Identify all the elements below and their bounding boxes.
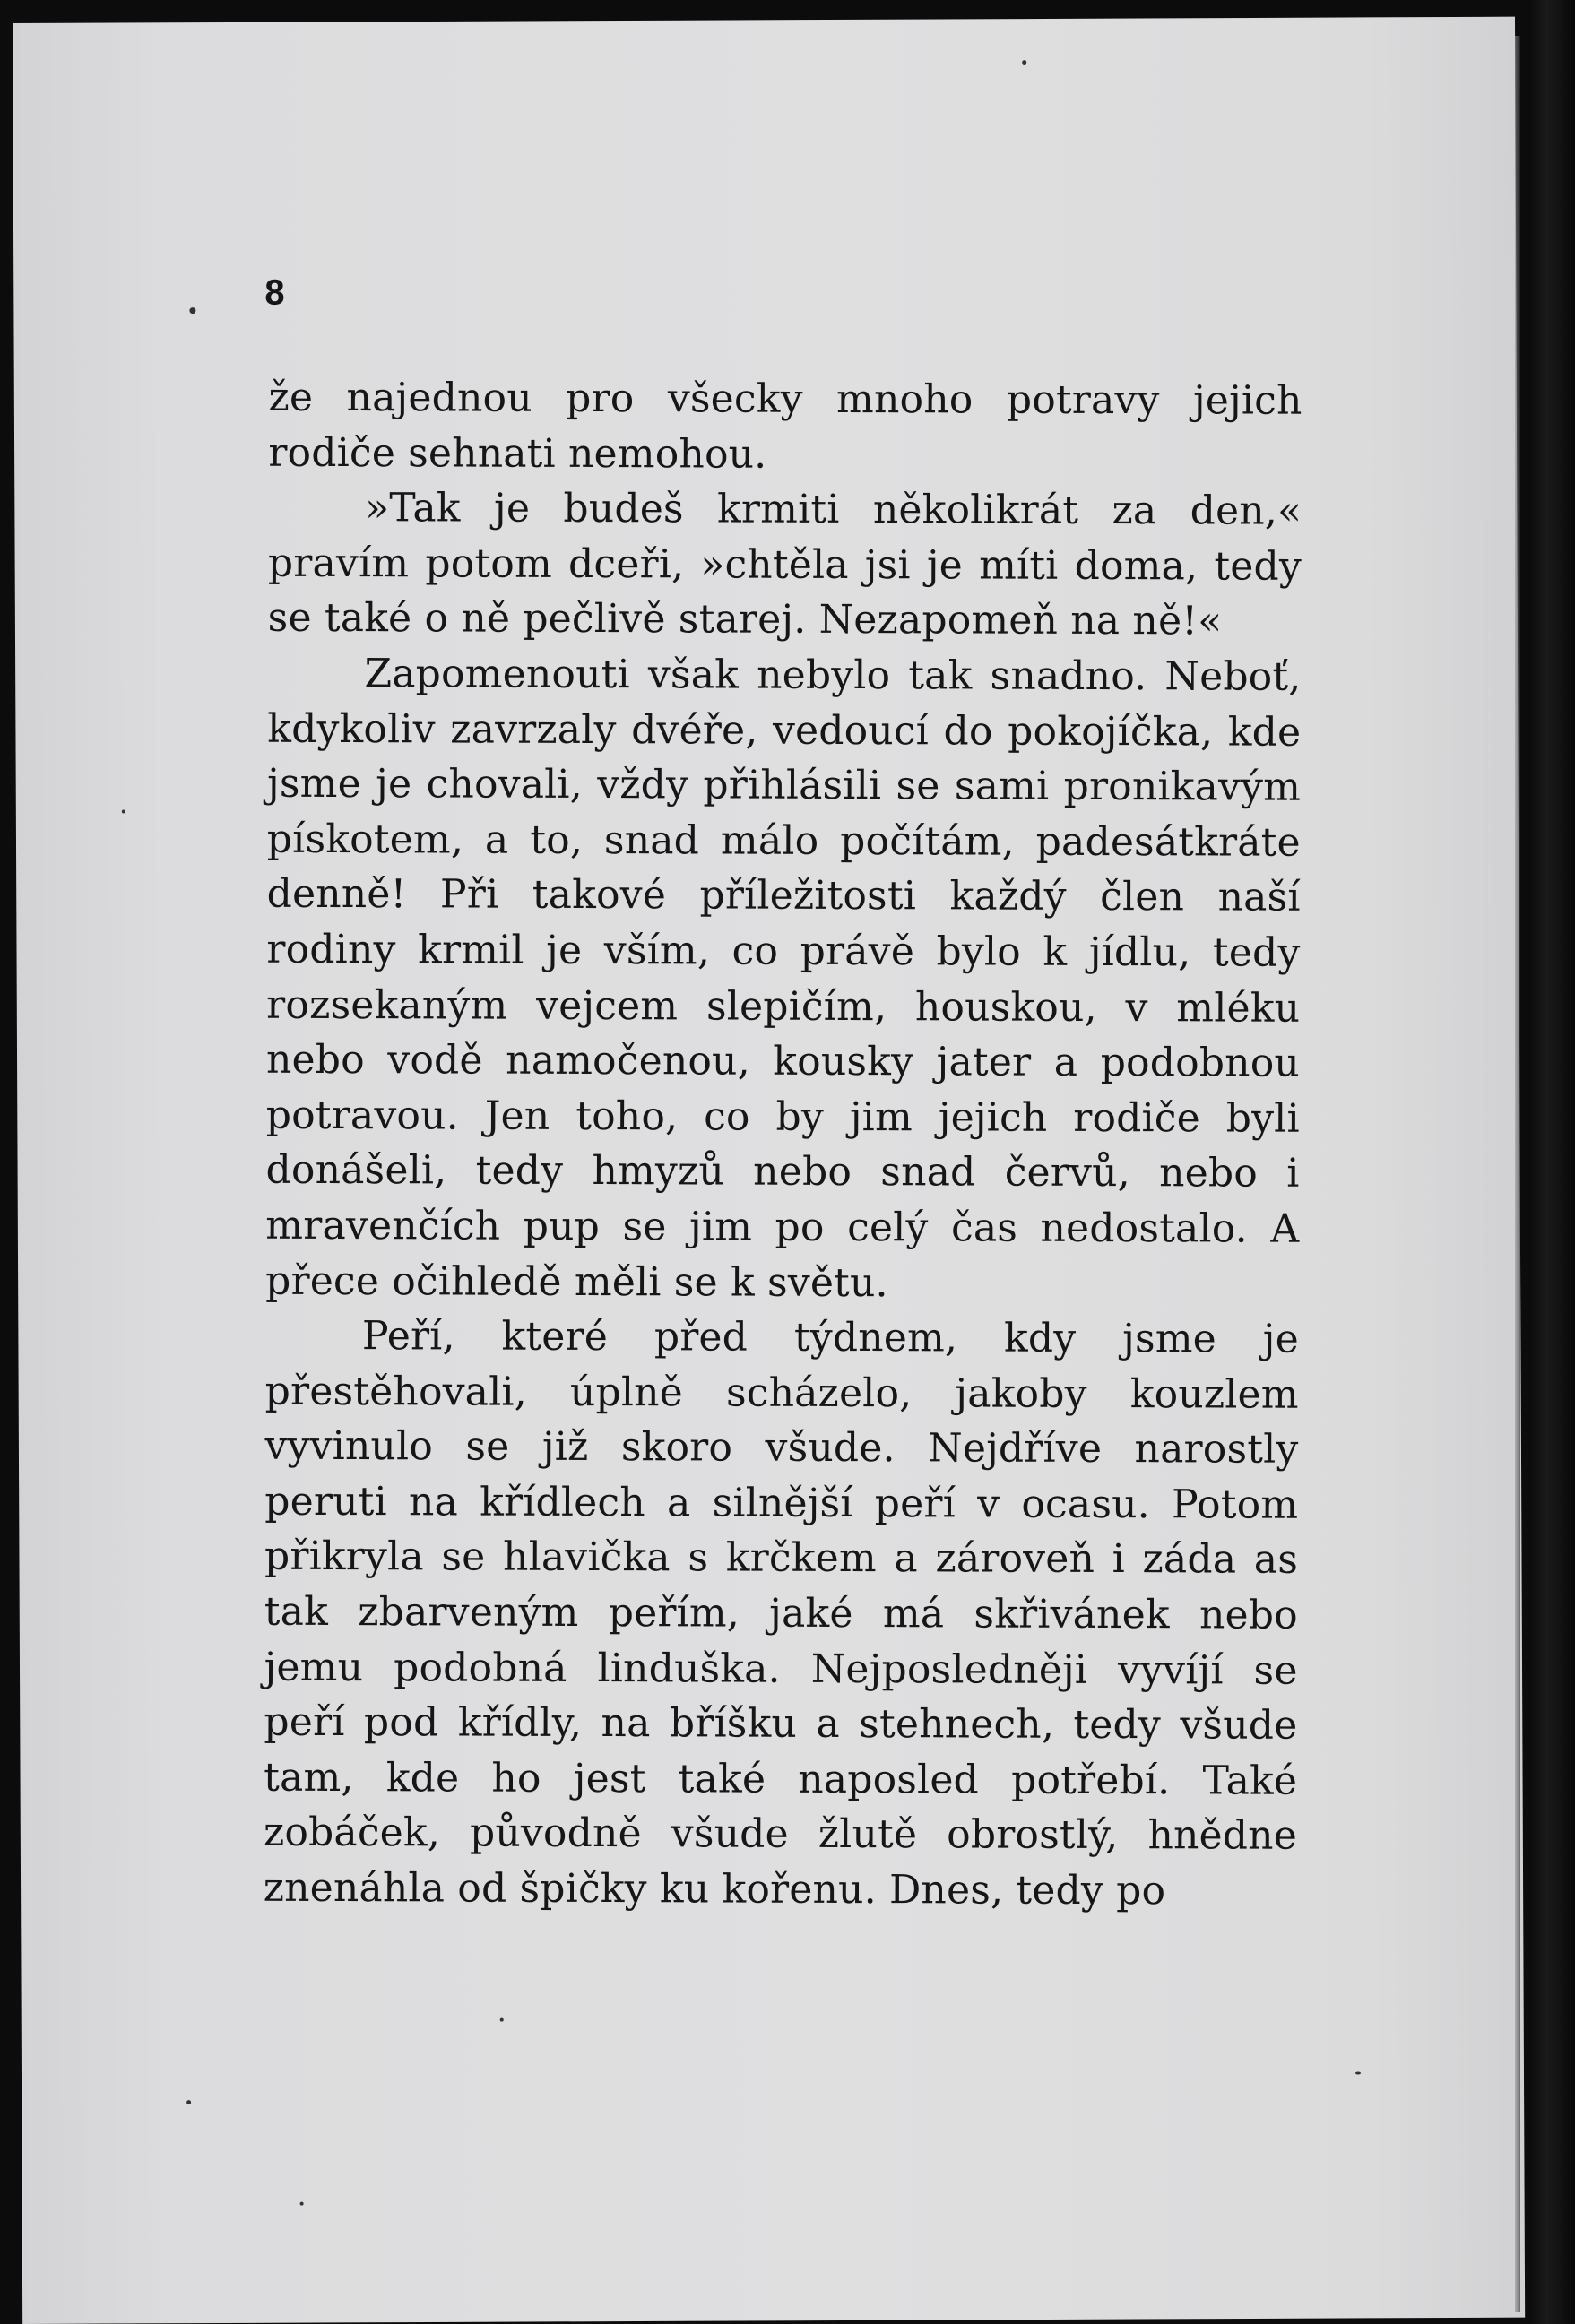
paragraph-2: »Tak je budeš krmiti několikrát za den,« pravím potom dceři, »chtěla jsi je míti doma, tedy se také o ně pečlivě starej. Nezapomeň na ně!« <box>267 485 1302 644</box>
scan-speck <box>500 2018 504 2022</box>
scan-speck <box>186 2100 191 2104</box>
paragraph-3: Zapomenouti však nebylo tak snadno. Neboť, kdykoliv zavrzaly dvéře, vedoucí do pokojíčka, kde jsme je chovali, vždy přihlásili se sami pronikavým pískotem, a to, snad málo počítám, padesátkráte denně! Při takové příležitosti každý člen naší rodiny krmil je vším, co právě bylo k jídlu, tedy rozsekaným vejcem slepičím, houskou, v mléku nebo vodě namočenou, kousky jater a podobnou potravou. Jen toho, co by jim jejich rodiče byli donášeli, tedy hmyzů nebo snad červů, nebo i mravenčích pup se jim po celý čas nedostalo. A přece očihledě měli se k světu. <box>265 651 1302 1306</box>
scan-speck <box>189 307 195 314</box>
book-gutter <box>1528 0 1575 2324</box>
page-number: 8 <box>264 272 285 313</box>
book-page <box>13 17 1525 2324</box>
scan-speck <box>1022 60 1026 65</box>
body-text <box>264 370 1302 1920</box>
paragraph-1: že najednou pro všecky mnoho potravy jejich rodiče sehnati nemohou. <box>268 374 1302 478</box>
scan-speck <box>122 809 125 813</box>
page-edge-shadow <box>1515 36 1520 2312</box>
scan-speck <box>300 2202 304 2206</box>
paragraph-4: Peří, které před týdnem, kdy jsme je přestěhovali, úplně scházelo, jakoby kouzlem vyvinulo se již skoro všude. Nejdříve narostly peruti na křídlech a silnější peří v ocasu. Potom přikryla se hlavička s krčkem a zároveň i záda as tak zbarveným peřím, jaké má skřivánek nebo jemu podobná linduška. Nejposledněji vyvíjí se peří pod křídly, na bříšku a stehnech, tedy všude tam, kde ho jest také naposled potřebí. Také zobáček, původně všude žlutě obrostlý, hnědne znenáhla od špičky ku kořenu. Dnes, tedy po <box>263 1313 1300 1914</box>
scan-speck <box>1355 2071 1361 2074</box>
